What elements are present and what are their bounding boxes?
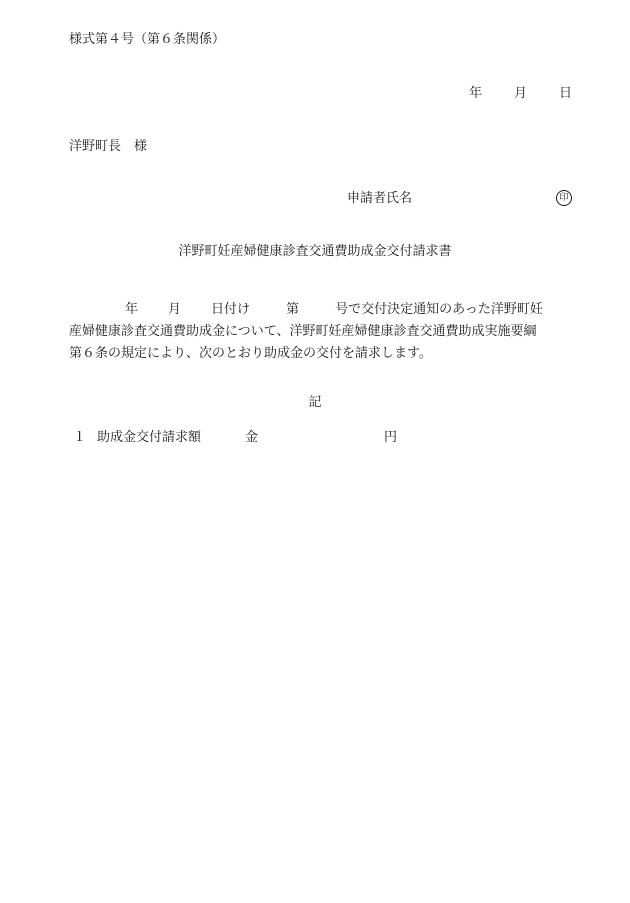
item-row — [73, 431, 397, 444]
body-line-2: 産婦健康診査交通費助成金について、洋野町妊産婦健康診査交通費助成実施要綱 — [69, 324, 537, 339]
document-title: 洋野町妊産婦健康診査交通費助成金交付請求書 — [178, 244, 452, 259]
applicant-name-label: 申請者氏名 — [347, 191, 413, 206]
body-line1-rest: 号で交付決定通知のあった洋野町妊 — [335, 302, 543, 317]
item-number: １ — [73, 430, 87, 445]
ki-heading: 記 — [308, 395, 322, 410]
body-dai-label: 第 — [286, 302, 300, 317]
item-unit: 円 — [384, 430, 398, 445]
body-line-1 — [69, 299, 571, 321]
body-month-label: 月 — [168, 302, 182, 317]
seal-mark: 印 — [556, 190, 572, 206]
date-month-label: 月 — [513, 86, 527, 101]
body-date-suffix: 日付け — [211, 302, 251, 317]
body-year-label: 年 — [125, 302, 139, 317]
date-row — [469, 87, 572, 100]
body-paragraph — [69, 299, 571, 365]
date-year-label: 年 — [468, 86, 482, 101]
item-prefix: 金 — [245, 430, 259, 445]
addressee-name: 洋野町長 — [69, 139, 122, 154]
item-label: 助成金交付請求額 — [97, 430, 202, 445]
form-number: 様式第４号（第６条関係） — [69, 32, 226, 47]
addressee-honorific: 様 — [134, 139, 148, 154]
date-day-label: 日 — [558, 86, 572, 101]
addressee — [69, 140, 147, 153]
body-line-3: 第６条の規定により、次のとおり助成金の交付を請求します。 — [69, 346, 432, 361]
